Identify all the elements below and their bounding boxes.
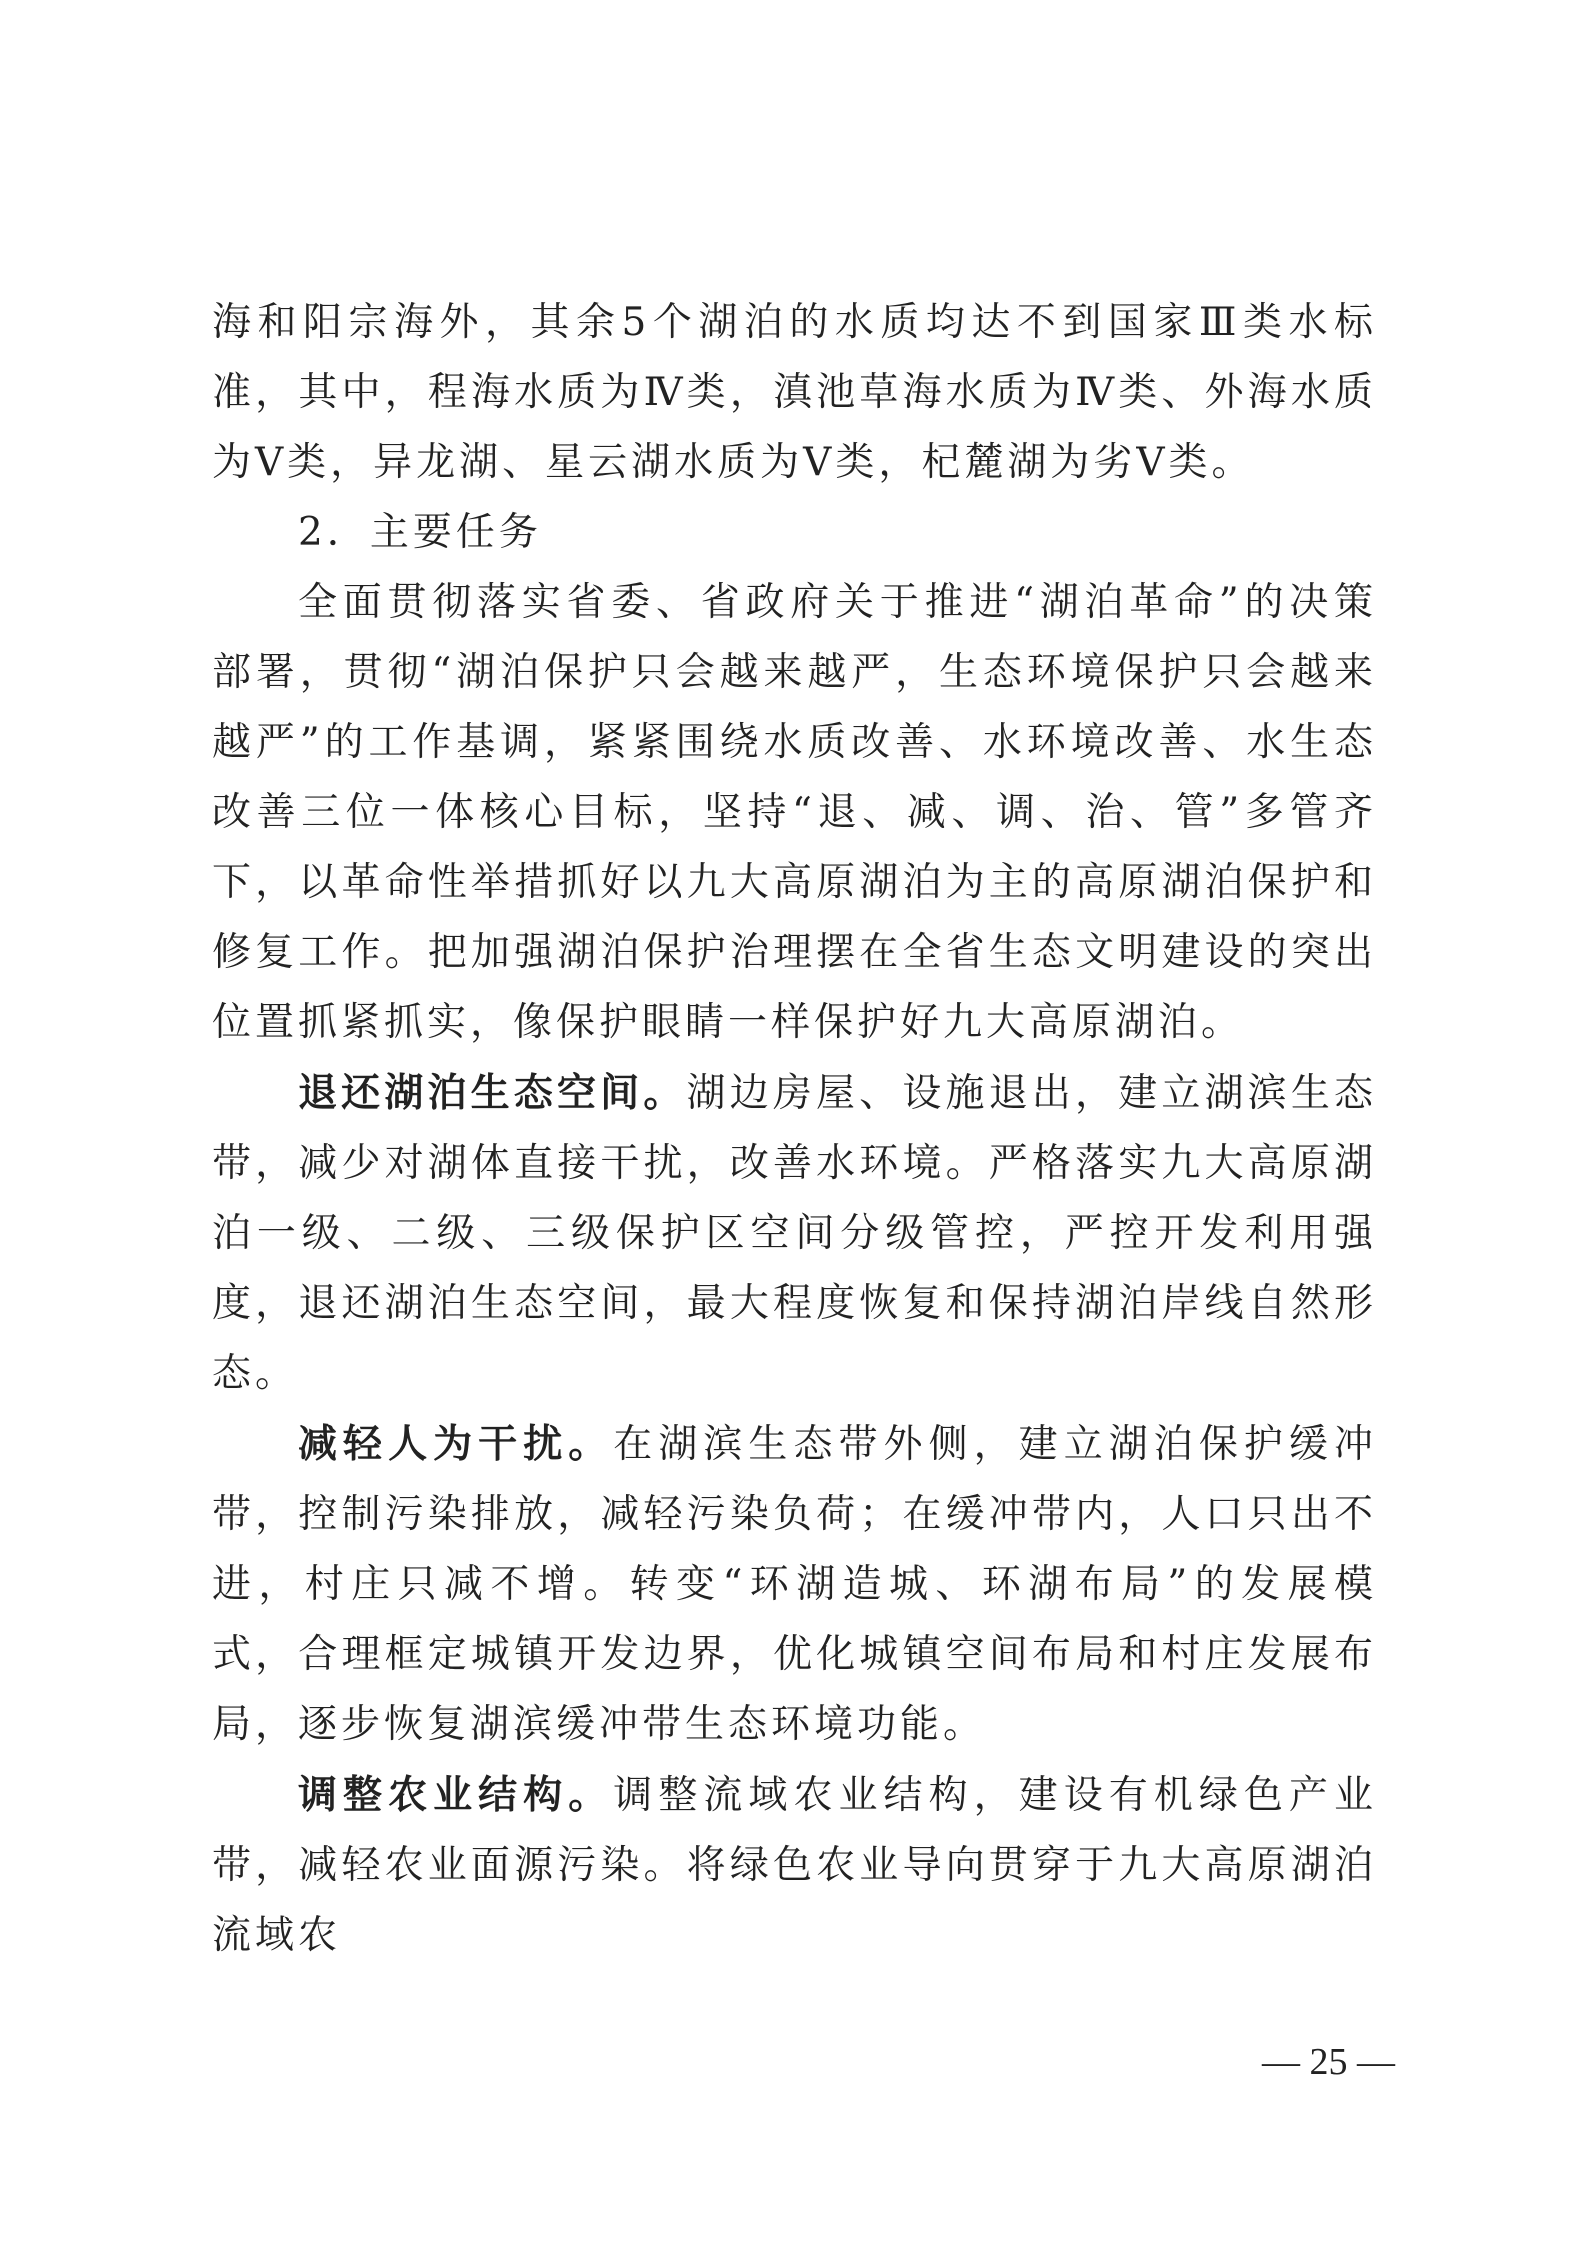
paragraph-main-tasks	[212, 568, 1377, 1058]
paragraph-retreat-ecological-space	[212, 1058, 1377, 1409]
section-heading-text: 2．主要任务	[298, 510, 542, 555]
paragraph-lead-heading: 退还湖泊生态空间。	[298, 1070, 687, 1116]
document-body	[212, 288, 1377, 1971]
paragraph-text: 在湖滨生态带外侧，建立湖泊保护缓冲带，控制污染排放，减轻污染负荷；在缓冲带内，人口只出不进，村庄只减不增。转变“环湖造城、环湖布局”的发展模式，合理框定城镇开发边界，优化城镇空间布局和村庄发展布局，逐步恢复湖滨缓冲带生态环境功能。	[212, 1422, 1377, 1747]
paragraph-adjust-agriculture	[212, 1760, 1377, 1971]
paragraph-reduce-human-interference	[212, 1409, 1377, 1760]
paragraph-text: 海和阳宗海外，其余5个湖泊的水质均达不到国家Ⅲ类水标准，其中，程海水质为Ⅳ类，滇池草海水质为Ⅳ类、外海水质为Ⅴ类，异龙湖、星云湖水质为Ⅴ类，杞麓湖为劣Ⅴ类。	[212, 300, 1377, 485]
section-heading-main-tasks	[212, 498, 1377, 568]
paragraph-text: 全面贯彻落实省委、省政府关于推进“湖泊革命”的决策部署，贯彻“湖泊保护只会越来越严，生态环境保护只会越来越严”的工作基调，紧紧围绕水质改善、水环境改善、水生态改善三位一体核心目标，坚持“退、减、调、治、管”多管齐下，以革命性举措抓好以九大高原湖泊为主的高原湖泊保护和修复工作。把加强湖泊保护治理摆在全省生态文明建设的突出位置抓紧抓实，像保护眼睛一样保护好九大高原湖泊。	[212, 580, 1377, 1045]
paragraph-lead-heading: 减轻人为干扰。	[298, 1421, 614, 1467]
paragraph-water-quality-continuation	[212, 288, 1377, 498]
page-number: — 25 —	[1262, 2041, 1395, 2083]
paragraph-lead-heading: 调整农业结构。	[298, 1772, 614, 1818]
paragraph-text: 湖边房屋、设施退出，建立湖滨生态带，减少对湖体直接干扰，改善水环境。严格落实九大高原湖泊一级、二级、三级保护区空间分级管控，严控开发利用强度，退还湖泊生态空间，最大程度恢复和保持湖泊岸线自然形态。	[212, 1071, 1377, 1396]
paragraph-text: 调整流域农业结构，建设有机绿色产业带，减轻农业面源污染。将绿色农业导向贯穿于九大高原湖泊流域农	[212, 1773, 1377, 1958]
